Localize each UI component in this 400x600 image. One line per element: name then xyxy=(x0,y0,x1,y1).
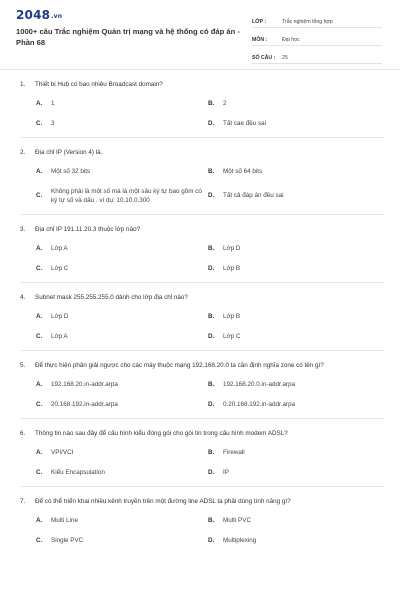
answer-options xyxy=(20,448,384,477)
option-text: Lớp C xyxy=(51,265,69,272)
option-letter: C. xyxy=(36,537,43,544)
option-c[interactable] xyxy=(36,536,208,545)
option-letter: B. xyxy=(208,448,215,456)
question-1 xyxy=(20,70,384,138)
option-d[interactable] xyxy=(208,264,384,273)
option-b[interactable] xyxy=(208,312,384,321)
option-letter: A. xyxy=(36,380,43,388)
option-letter: D. xyxy=(208,333,215,340)
option-text: Lớp B xyxy=(223,265,241,272)
question-3 xyxy=(20,215,384,283)
meta-label: MÔN : xyxy=(252,37,268,43)
question-number: 3. xyxy=(20,226,26,234)
question-text xyxy=(20,293,384,303)
option-text: 3 xyxy=(51,119,55,127)
question-body: Thiết bị Hub có bao nhiêu Broadcast domain? xyxy=(35,81,163,88)
option-a[interactable] xyxy=(36,244,208,253)
logo-suffix: .vn xyxy=(51,13,63,20)
answer-options xyxy=(20,380,384,409)
document-title: 1000+ câu Trắc nghiệm Quản trị mạng và hệ thống có đáp án - Phần 68 xyxy=(16,27,240,47)
page-header xyxy=(0,0,400,70)
option-b[interactable] xyxy=(208,516,384,525)
option-letter: B. xyxy=(208,516,215,524)
option-text: Lớp D xyxy=(223,244,241,252)
question-text xyxy=(20,80,384,90)
option-d[interactable] xyxy=(208,119,384,128)
meta-value: Trắc nghiệm tổng hợp xyxy=(282,19,333,25)
option-letter: A. xyxy=(36,312,43,320)
option-letter: C. xyxy=(36,469,43,476)
option-text: 20.168.192.in-addr.arpa xyxy=(51,401,118,408)
question-number: 5. xyxy=(20,362,26,370)
meta-row-subject xyxy=(252,32,382,46)
option-letter: B. xyxy=(208,167,215,175)
question-7 xyxy=(20,487,384,554)
question-text xyxy=(20,225,384,235)
meta-label: SỐ CÂU : xyxy=(252,55,276,61)
answer-options xyxy=(20,167,384,205)
option-text: Không phải là một số mà là một sâu ký tự bao gồm có ký tự số và dấu . ví dụ: 10.10.0.300 xyxy=(51,187,202,204)
option-text: Kiểu Encapsulation xyxy=(51,469,105,476)
option-letter: C. xyxy=(36,119,43,127)
option-letter: A. xyxy=(36,244,43,252)
question-5 xyxy=(20,351,384,419)
option-a[interactable] xyxy=(36,312,208,321)
option-letter: D. xyxy=(208,119,215,127)
option-letter: D. xyxy=(208,401,215,408)
document-meta xyxy=(252,14,382,68)
option-c[interactable] xyxy=(36,468,208,477)
option-b[interactable] xyxy=(208,380,384,389)
question-2 xyxy=(20,138,384,215)
option-text: Một số 32 bits xyxy=(51,167,91,175)
answer-options xyxy=(20,516,384,545)
option-text: VPI/VCI xyxy=(51,448,74,456)
question-number: 1. xyxy=(20,81,26,88)
option-letter: A. xyxy=(36,167,43,175)
question-list xyxy=(0,70,400,554)
option-text: Lớp B xyxy=(223,312,241,320)
option-a[interactable] xyxy=(36,448,208,457)
option-c[interactable] xyxy=(36,119,208,128)
option-text: Multi Line xyxy=(51,516,78,524)
question-body: Địa chỉ IP (Version 4) là. xyxy=(35,149,103,156)
option-b[interactable] xyxy=(208,99,384,108)
option-letter: C. xyxy=(36,265,43,272)
option-text: 1 xyxy=(51,99,55,107)
answer-options xyxy=(20,244,384,273)
meta-value: Đại học xyxy=(282,37,300,43)
option-letter: B. xyxy=(208,99,215,107)
option-letter: D. xyxy=(208,265,215,272)
meta-row-count xyxy=(252,50,382,64)
option-text: 192.168.20.0.in-addr.arpa xyxy=(223,380,296,388)
question-body: Thông tin nào sau đây để cấu hình kiểu đóng gói cho gói tin trong cấu hình modem ADSL? xyxy=(35,430,288,438)
option-text: Multi PVC xyxy=(223,516,251,524)
option-text: Lớp A xyxy=(51,333,68,340)
question-number: 4. xyxy=(20,294,26,302)
option-text: Một số 64 bits xyxy=(223,167,263,175)
answer-options xyxy=(20,312,384,341)
option-text: 0.20.168.192.in-addr.arpa xyxy=(223,401,296,408)
question-text xyxy=(20,361,384,371)
option-letter: B. xyxy=(208,312,215,320)
option-d[interactable] xyxy=(208,468,384,477)
question-number: 6. xyxy=(20,430,26,438)
meta-value: 25 xyxy=(282,55,288,61)
question-text xyxy=(20,148,384,158)
option-text: Tất cae đều sai xyxy=(223,119,267,127)
option-letter: A. xyxy=(36,99,43,107)
question-text xyxy=(20,497,384,507)
option-d[interactable] xyxy=(208,400,384,409)
option-text: Multiplexing xyxy=(223,537,257,544)
option-d[interactable] xyxy=(208,536,384,545)
option-text: Lớp D xyxy=(51,312,69,320)
meta-row-class xyxy=(252,14,382,28)
option-text: Lớp A xyxy=(51,244,68,252)
option-text: Lớp C xyxy=(223,333,241,340)
option-c[interactable] xyxy=(36,400,208,409)
option-text: 192.168.20.in-addr.arpa xyxy=(51,380,118,388)
option-letter: B. xyxy=(208,380,215,388)
option-letter: D. xyxy=(208,192,215,200)
option-d[interactable] xyxy=(208,332,384,341)
option-d[interactable] xyxy=(208,187,384,205)
option-c[interactable] xyxy=(36,187,208,205)
option-letter: C. xyxy=(36,192,43,200)
option-b[interactable] xyxy=(208,448,384,457)
option-text: Firewall xyxy=(223,448,245,456)
option-letter: C. xyxy=(36,401,43,408)
question-4 xyxy=(20,283,384,351)
option-text: 2 xyxy=(223,99,227,107)
option-text: IP xyxy=(223,469,229,476)
option-text: Tất cả đáp án đều sai xyxy=(223,192,284,200)
option-c[interactable] xyxy=(36,332,208,341)
meta-label: LỚP : xyxy=(252,19,267,25)
question-body: Địa chỉ IP 191.11.20.3 thuộc lớp nào? xyxy=(35,226,141,234)
option-letter: D. xyxy=(208,469,215,476)
option-letter: C. xyxy=(36,333,43,340)
option-a[interactable] xyxy=(36,99,208,108)
option-b[interactable] xyxy=(208,244,384,253)
question-body: Để có thể triển khai nhiều kênh truyền trên một đường line ADSL ta phải dùng tính năng gì? xyxy=(35,498,291,506)
question-body: Để thực hiện phân giải ngược cho các máy thuộc mạng 192.168.20.0 ta cần định nghĩa zone có tên gì? xyxy=(35,362,324,370)
option-text: Single PVC xyxy=(51,537,84,544)
option-letter: D. xyxy=(208,537,215,544)
option-a[interactable] xyxy=(36,380,208,389)
option-letter: B. xyxy=(208,244,215,252)
option-b[interactable] xyxy=(208,167,384,176)
question-text xyxy=(20,429,384,439)
question-number: 7. xyxy=(20,498,26,506)
question-number: 2. xyxy=(20,149,26,156)
answer-options xyxy=(20,99,384,128)
logo-text: 2048 xyxy=(16,8,51,22)
option-a[interactable] xyxy=(36,167,208,176)
option-letter: A. xyxy=(36,448,43,456)
question-6 xyxy=(20,419,384,487)
question-body: Subnet mask 255.255.255.0 dành cho lớp địa chỉ nào? xyxy=(35,294,188,302)
option-c[interactable] xyxy=(36,264,208,273)
option-a[interactable] xyxy=(36,516,208,525)
option-letter: A. xyxy=(36,516,43,524)
